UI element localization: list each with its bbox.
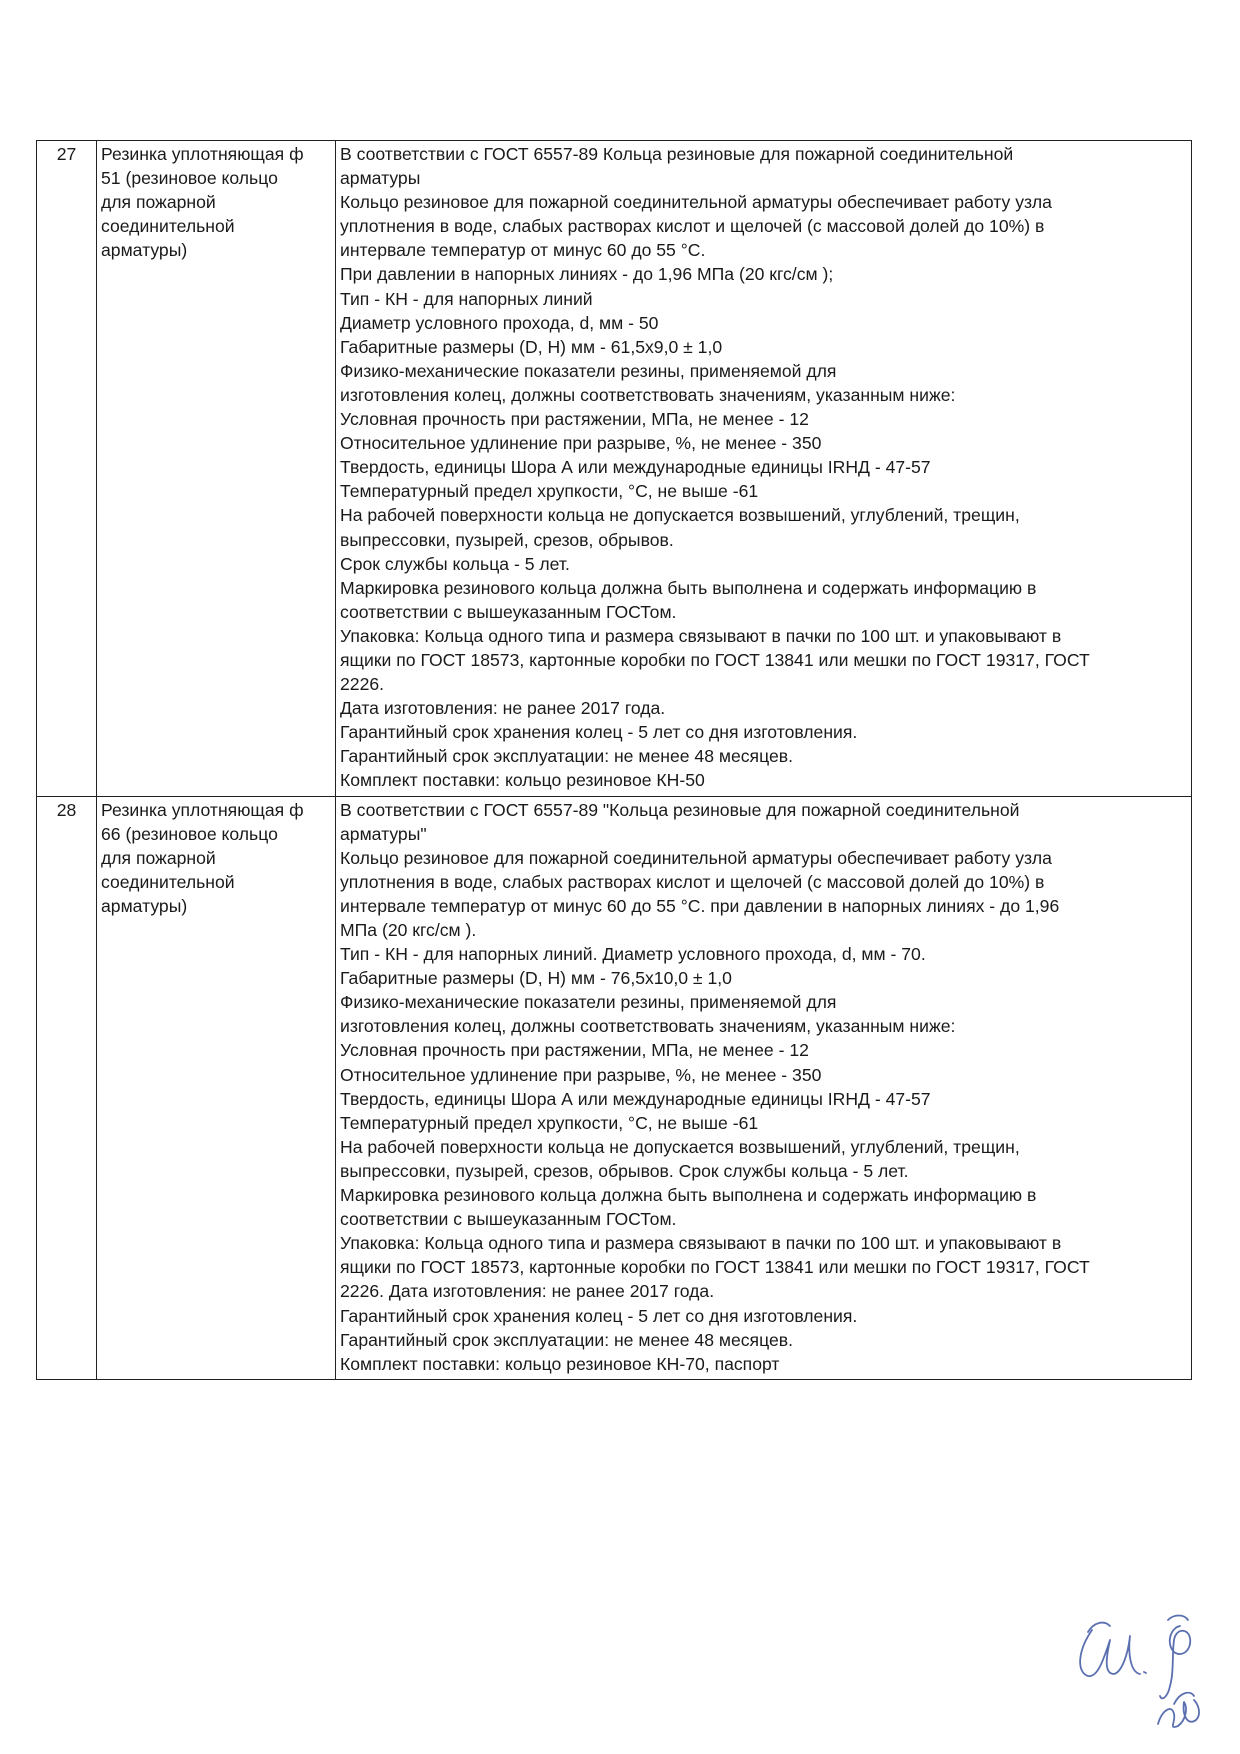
description-line: Твердость, единицы Шора А или международные единицы IRHД - 47-57 bbox=[340, 1088, 931, 1109]
item-name-line: соединительной bbox=[101, 216, 235, 237]
item-number: 27 bbox=[56, 144, 77, 164]
description-line: Срок службы кольца - 5 лет. bbox=[340, 553, 570, 574]
description-line: Кольцо резиновое для пожарной соединительной арматуры обеспечивает работу узла bbox=[340, 847, 1052, 868]
description-line: соответствии с вышеуказанным ГОСТом. bbox=[340, 601, 677, 622]
item-name-cell bbox=[97, 141, 336, 797]
description-line: выпрессовки, пузырей, срезов, обрывов. Срок службы кольца - 5 лет. bbox=[340, 1160, 909, 1181]
item-name-line: для пожарной bbox=[101, 847, 216, 868]
description-line: уплотнения в воде, слабых растворах кислот и щелочей (с массовой долей до 10%) в bbox=[340, 871, 1045, 892]
description-line: уплотнения в воде, слабых растворах кислот и щелочей (с массовой долей до 10%) в bbox=[340, 216, 1045, 237]
specification-table bbox=[36, 140, 1192, 1380]
table-row bbox=[37, 796, 1192, 1379]
description-line: 2226. Дата изготовления: не ранее 2017 года. bbox=[340, 1281, 715, 1302]
description-line: Физико-механические показатели резины, применяемой для bbox=[340, 360, 837, 381]
description-line: интервале температур от минус 60 до 55 °С. при давлении в напорных линиях - до 1,96 bbox=[340, 895, 1060, 916]
description-line: 2226. bbox=[340, 674, 385, 695]
description-line: Условная прочность при растяжении, МПа, не менее - 12 bbox=[340, 409, 809, 430]
item-number-cell bbox=[37, 141, 97, 797]
description-line: В соответствии с ГОСТ 6557-89 Кольца резиновые для пожарной соединительной bbox=[340, 144, 1014, 164]
description-line: Дата изготовления: не ранее 2017 года. bbox=[340, 698, 666, 719]
item-name-line: соединительной bbox=[101, 871, 235, 892]
description-line: Гарантийный срок хранения колец - 5 лет со дня изготовления. bbox=[340, 1305, 858, 1326]
item-name-line: Резинка уплотняющая ф bbox=[101, 144, 304, 164]
item-name-cell bbox=[97, 796, 336, 1379]
description-line: выпрессовки, пузырей, срезов, обрывов. bbox=[340, 529, 674, 550]
description-line: Тип - КН - для напорных линий bbox=[340, 288, 593, 309]
description-line: МПа (20 кгс/см ). bbox=[340, 920, 477, 940]
item-number-cell bbox=[37, 796, 97, 1379]
description-line: Маркировка резинового кольца должна быть выполнена и содержать информацию в bbox=[340, 1185, 1037, 1206]
description-line: Комплект поставки: кольцо резиновое КН-70, паспорт bbox=[340, 1353, 780, 1374]
description-line: изготовления колец, должны соответствовать значениям, указанным ниже: bbox=[340, 384, 956, 405]
description-line: Условная прочность при растяжении, МПа, не менее - 12 bbox=[340, 1040, 809, 1061]
handwritten-signature bbox=[1070, 1592, 1220, 1742]
description-line: соответствии с вышеуказанным ГОСТом. bbox=[340, 1209, 677, 1230]
item-name-line: арматуры) bbox=[101, 895, 188, 916]
description-line: Упаковка: Кольца одного типа и размера связывают в пачки по 100 шт. и упаковывают в bbox=[340, 1233, 1062, 1254]
description-line: интервале температур от минус 60 до 55 °С. bbox=[340, 240, 706, 261]
description-line: арматуры" bbox=[340, 823, 427, 844]
description-line: Упаковка: Кольца одного типа и размера связывают в пачки по 100 шт. и упаковывают в bbox=[340, 625, 1062, 646]
description-line: Комплект поставки: кольцо резиновое КН-50 bbox=[340, 770, 705, 791]
description-line: Гарантийный срок эксплуатации: не менее 48 месяцев. bbox=[340, 1329, 793, 1350]
description-line: При давлении в напорных линиях - до 1,96 МПа (20 кгс/см ); bbox=[340, 264, 834, 285]
description-line: ящики по ГОСТ 18573, картонные коробки по ГОСТ 13841 или мешки по ГОСТ 19317, ГОСТ bbox=[340, 1257, 1090, 1278]
description-line: Габаритные размеры (D, Н) мм - 61,5х9,0 ± 1,0 bbox=[340, 336, 723, 357]
description-line: Относительное удлинение при разрыве, %, не менее - 350 bbox=[340, 433, 822, 454]
description-line: изготовления колец, должны соответствовать значениям, указанным ниже: bbox=[340, 1016, 956, 1037]
item-name-line: Резинка уплотняющая ф bbox=[101, 799, 304, 820]
description-line: Тип - КН - для напорных линий. Диаметр условного прохода, d, мм - 70. bbox=[340, 944, 926, 965]
description-line: Гарантийный срок эксплуатации: не менее 48 месяцев. bbox=[340, 746, 793, 767]
item-name-line: 66 (резиновое кольцо bbox=[101, 823, 278, 844]
description-line: арматуры bbox=[340, 168, 421, 189]
description-line: Физико-механические показатели резины, применяемой для bbox=[340, 992, 837, 1013]
description-line: Температурный предел хрупкости, °С, не выше -61 bbox=[340, 481, 759, 502]
item-number: 28 bbox=[56, 799, 77, 820]
description-line: Маркировка резинового кольца должна быть выполнена и содержать информацию в bbox=[340, 577, 1037, 598]
item-description-cell bbox=[336, 141, 1192, 797]
description-line: Температурный предел хрупкости, °С, не выше -61 bbox=[340, 1112, 759, 1133]
description-line: Диаметр условного прохода, d, мм - 50 bbox=[340, 312, 659, 333]
item-description-cell bbox=[336, 796, 1192, 1379]
description-line: Твердость, единицы Шора А или международные единицы IRHД - 47-57 bbox=[340, 457, 931, 478]
description-line: Кольцо резиновое для пожарной соединительной арматуры обеспечивает работу узла bbox=[340, 192, 1052, 213]
description-line: Гарантийный срок хранения колец - 5 лет со дня изготовления. bbox=[340, 722, 858, 743]
table-row bbox=[37, 141, 1192, 797]
description-line: В соответствии с ГОСТ 6557-89 "Кольца резиновые для пожарной соединительной bbox=[340, 799, 1020, 820]
description-line: Относительное удлинение при разрыве, %, не менее - 350 bbox=[340, 1064, 822, 1085]
description-line: На рабочей поверхности кольца не допускается возвышений, углублений, трещин, bbox=[340, 505, 1020, 526]
description-line: ящики по ГОСТ 18573, картонные коробки по ГОСТ 13841 или мешки по ГОСТ 19317, ГОСТ bbox=[340, 649, 1090, 670]
item-name-line: для пожарной bbox=[101, 192, 216, 213]
specification-table-body bbox=[37, 141, 1192, 1380]
description-line: На рабочей поверхности кольца не допускается возвышений, углублений, трещин, bbox=[340, 1136, 1020, 1157]
description-line: Габаритные размеры (D, Н) мм - 76,5х10,0 ± 1,0 bbox=[340, 968, 732, 989]
item-name-line: арматуры) bbox=[101, 240, 188, 261]
item-name-line: 51 (резиновое кольцо bbox=[101, 168, 278, 189]
